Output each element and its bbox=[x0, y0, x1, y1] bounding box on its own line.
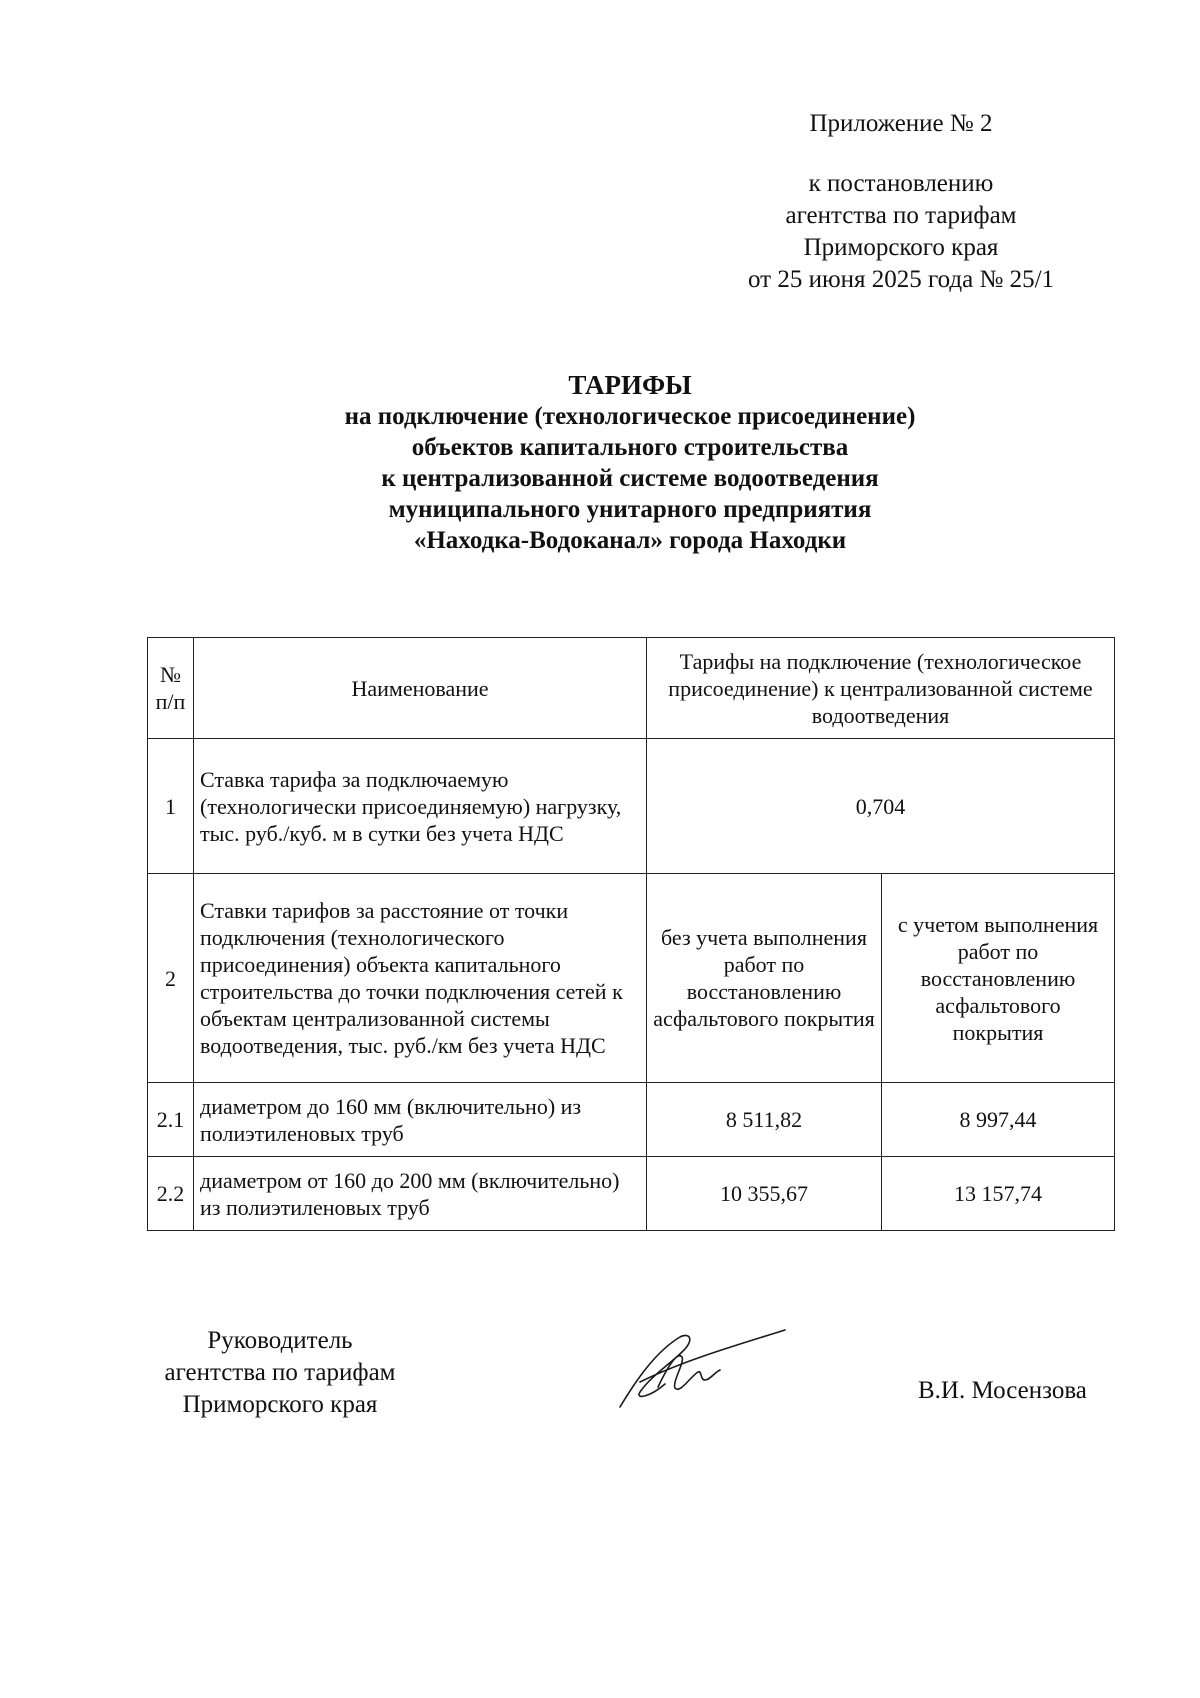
header-num: № п/п bbox=[148, 638, 194, 739]
table-header-row bbox=[148, 638, 1115, 739]
title-line-5: «Находка-Водоканал» города Находки bbox=[413, 527, 847, 554]
title-line-3: к централизованной системе водоотведения bbox=[381, 465, 879, 492]
row-2-2-with: 13 157,74 bbox=[882, 1157, 1115, 1231]
signatory-title-line-3: Приморского края bbox=[182, 1391, 378, 1418]
row-1-name: Ставка тарифа за подключаемую (технологически присоединяемую) нагрузку, тыс. руб./куб. м в сутки без учета НДС bbox=[194, 739, 647, 874]
row-2-col-with: с учетом выполнения работ по восстановлению асфальтового покрытия bbox=[882, 874, 1115, 1083]
row-2-1-name: диаметром до 160 мм (включительно) из полиэтиленовых труб bbox=[194, 1083, 647, 1157]
header-tariffs: Тарифы на подключение (технологическое присоединение) к централизованной системе водоотведения bbox=[647, 638, 1115, 739]
row-2-2-name: диаметром от 160 до 200 мм (включительно) из полиэтиленовых труб bbox=[194, 1157, 647, 1231]
appendix-region-line: Приморского края bbox=[803, 234, 999, 261]
row-2-1-num: 2.1 bbox=[148, 1083, 194, 1157]
row-2-num: 2 bbox=[148, 874, 194, 1083]
signatory-title-line-1: Руководитель bbox=[207, 1327, 353, 1354]
title-line-1: на подключение (технологическое присоединение) bbox=[344, 403, 916, 430]
row-1-value: 0,704 bbox=[647, 739, 1115, 874]
title-line-2: объектов капитального строительства bbox=[411, 434, 849, 461]
header-name: Наименование bbox=[194, 638, 647, 739]
title-main: ТАРИФЫ bbox=[568, 370, 692, 400]
tariffs-table bbox=[147, 637, 1115, 1231]
row-1-num: 1 bbox=[148, 739, 194, 874]
table-row bbox=[148, 1083, 1115, 1157]
row-2-name: Ставки тарифов за расстояние от точки подключения (технологического присоединения) объекта капитального строительства до точки подключения сетей к объектам централизованной системы водоотведения, тыс. руб./км без учета НДС bbox=[194, 874, 647, 1083]
title-line-4: муниципального унитарного предприятия bbox=[388, 496, 872, 523]
table-row bbox=[148, 739, 1115, 874]
row-2-2-without: 10 355,67 bbox=[647, 1157, 882, 1231]
row-2-1-with: 8 997,44 bbox=[882, 1083, 1115, 1157]
appendix-agency-line: агентства по тарифам bbox=[785, 202, 1017, 229]
signatory-position bbox=[140, 1325, 420, 1421]
appendix-number: Приложение № 2 bbox=[809, 110, 993, 137]
table-row bbox=[148, 1157, 1115, 1231]
table-row bbox=[148, 874, 1115, 1083]
row-2-2-num: 2.2 bbox=[148, 1157, 194, 1231]
appendix-header bbox=[736, 108, 1066, 296]
appendix-ref-line: к постановлению bbox=[808, 170, 994, 197]
row-2-1-without: 8 511,82 bbox=[647, 1083, 882, 1157]
row-2-col-without: без учета выполнения работ по восстановлению асфальтового покрытия bbox=[647, 874, 882, 1083]
signatory-name: В.И. Мосензова bbox=[918, 1377, 1087, 1404]
handwritten-signature bbox=[610, 1322, 790, 1422]
document-title bbox=[200, 370, 1060, 556]
appendix-date-line: от 25 июня 2025 года № 25/1 bbox=[747, 266, 1055, 293]
signatory-title-line-2: агентства по тарифам bbox=[164, 1359, 396, 1386]
